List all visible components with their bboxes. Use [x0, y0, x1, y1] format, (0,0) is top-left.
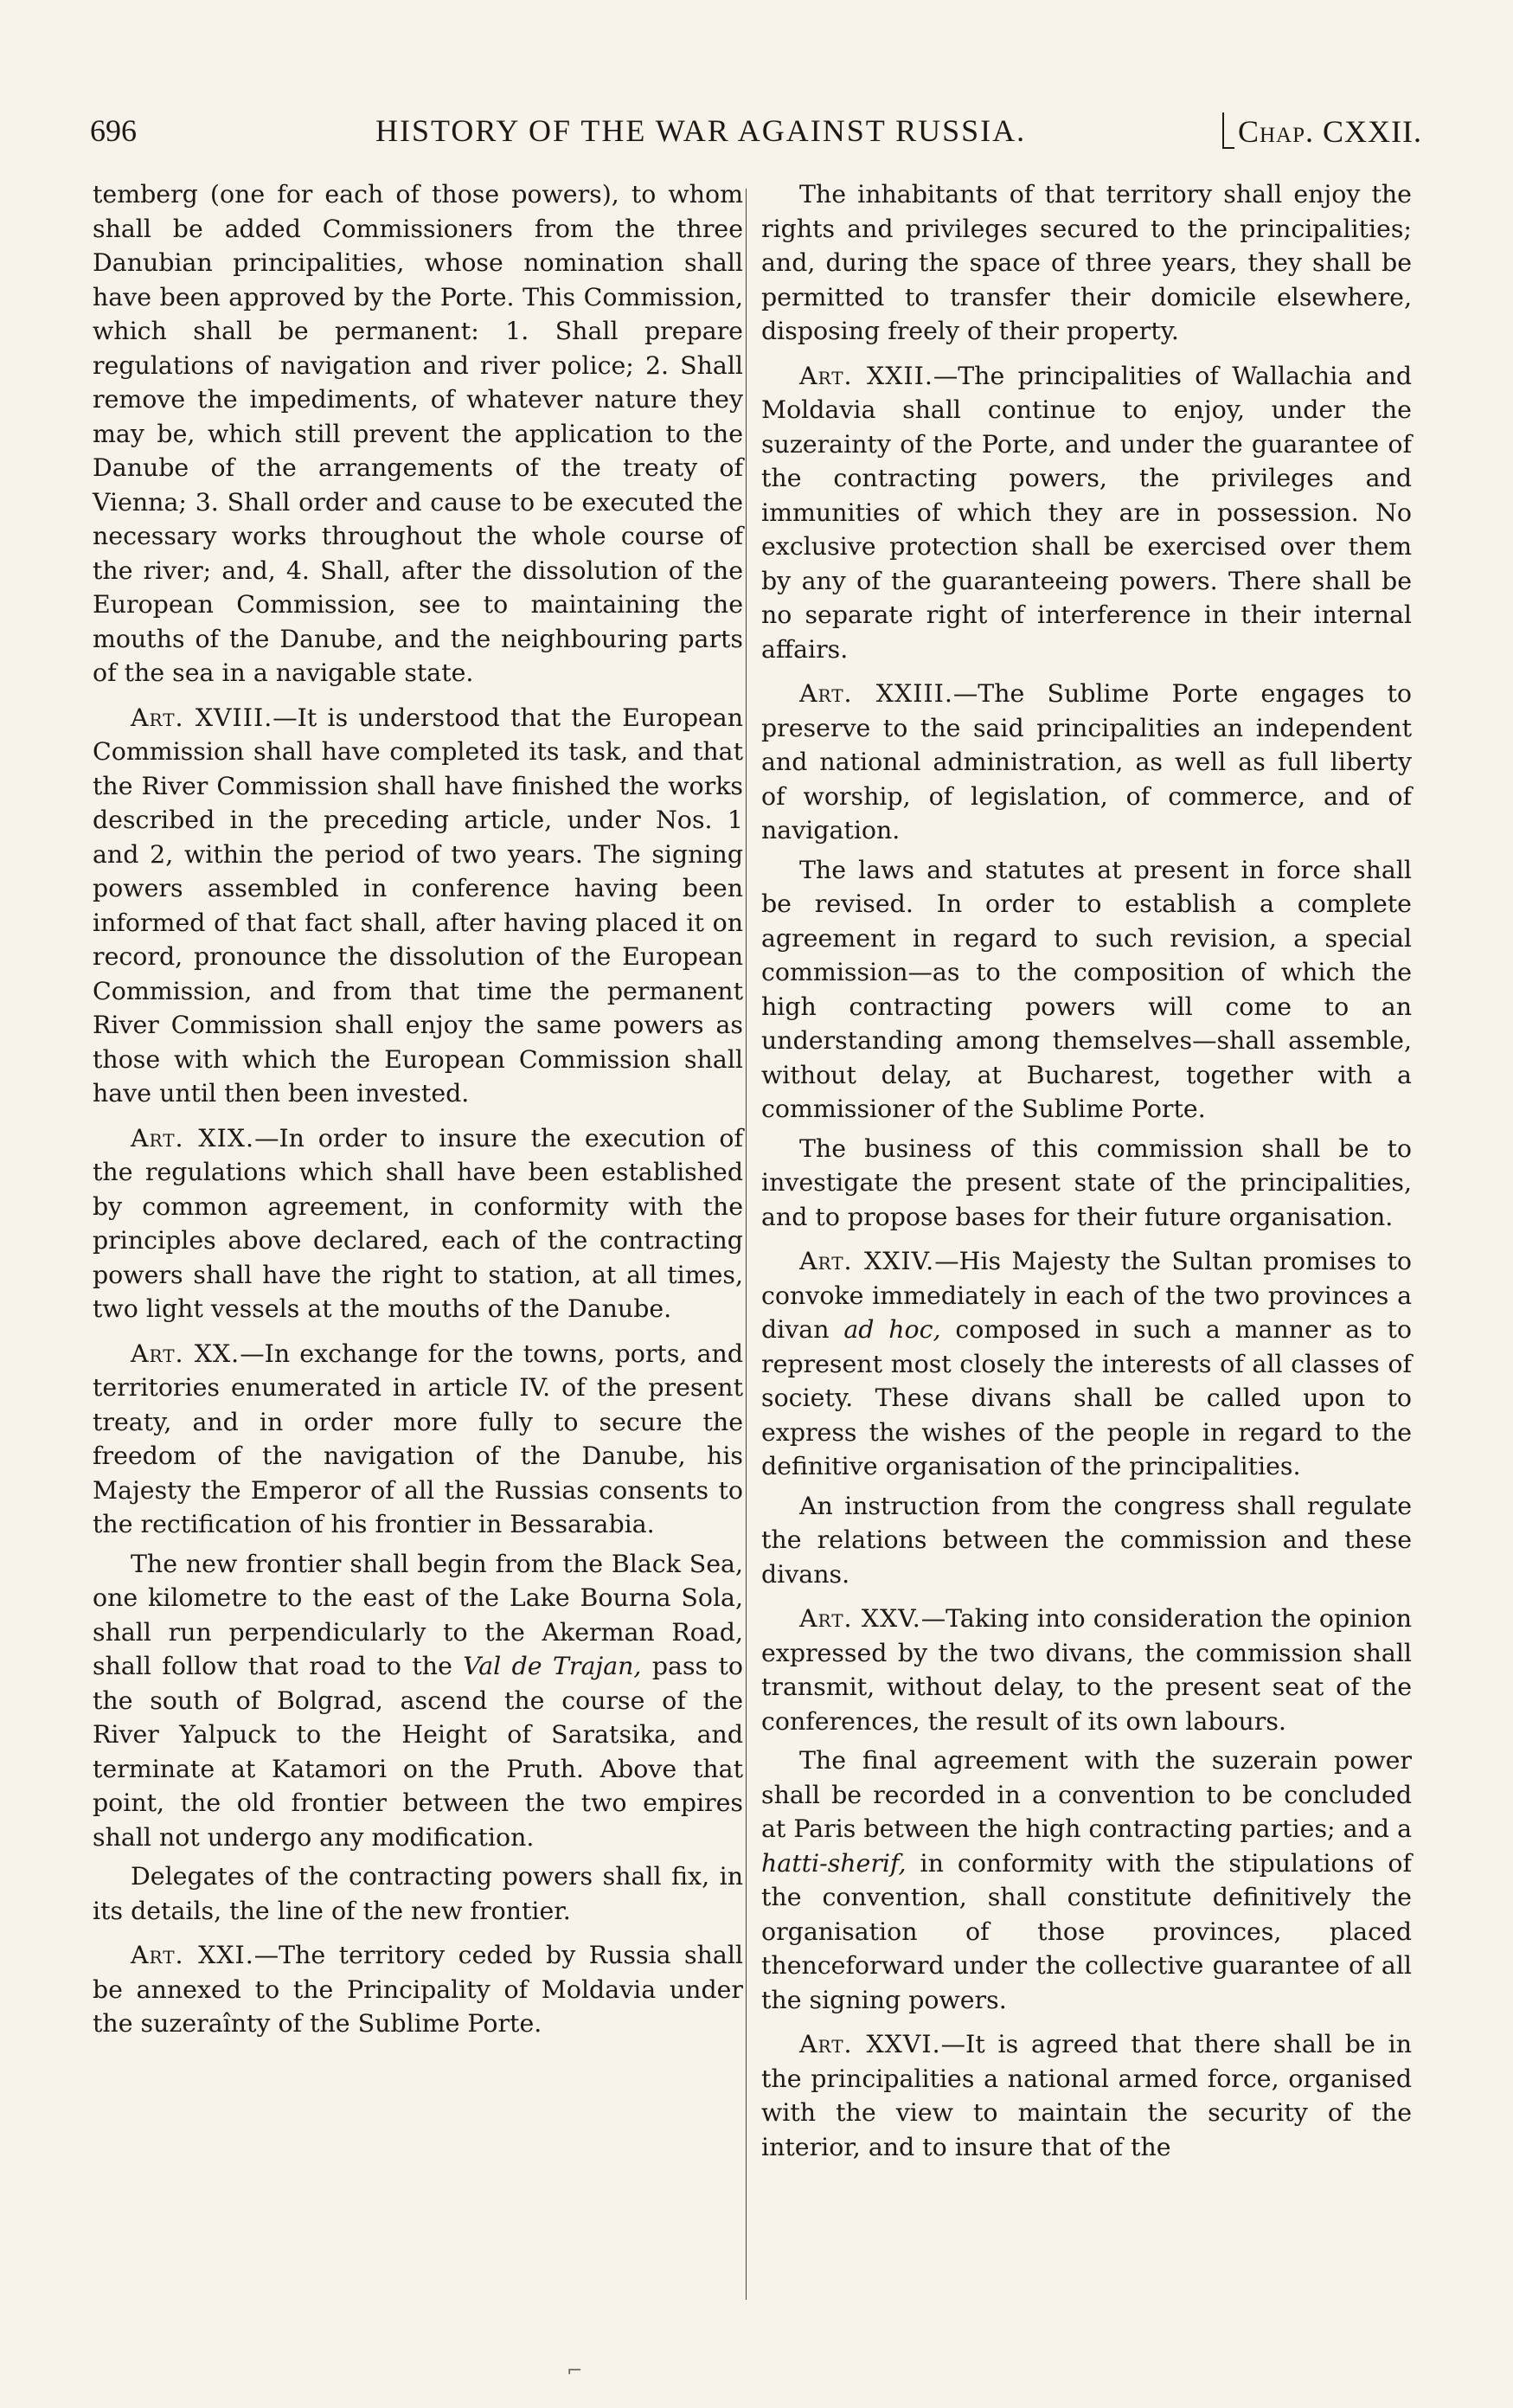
- stray-mark: ⌐: [567, 2360, 583, 2382]
- article-25: [761, 1602, 1412, 1738]
- article-text: —In order to insure the execution of the regulations which shall have been established by common agreement, in conformity with the principles above declared, each of the contracting powers shall have the right to station, at all times, two light vessels at the mouths of the Danube.: [93, 1123, 744, 1323]
- running-title: HISTORY OF THE WAR AGAINST RUSSIA.: [375, 113, 1027, 148]
- article-label: Art. XXII.: [799, 361, 933, 390]
- article-22: [761, 359, 1412, 667]
- article-label: Art. XXIII.: [799, 679, 953, 708]
- italic-phrase: ad hoc,: [843, 1315, 941, 1344]
- right-column: [761, 177, 1412, 2169]
- bracket-mark: [1222, 112, 1234, 149]
- article-text: —It is agreed that there shall be in the principalities a national armed force, organised with the view to maintain the security of the interior, and to insure that of the: [761, 2030, 1413, 2161]
- italic-phrase: hatti-sherif,: [761, 1848, 907, 1878]
- paragraph: temberg (one for each of those powers), to whom shall be added Commissioners from the three Danubian principalities, whose nomination shall have been approved by the Porte. This Commission, which shall be permanent: 1. Shall prepare regulations of navigation and river police; 2. Shall remove the impediments, of whatever nature they may be, which still prevent the application to the Danube of the arrangements of the treaty of Vienna; 3. Shall order and cause to be executed the necessary works throughout the whole course of the river; and, 4. Shall, after the dissolution of the European Commission, see to maintaining the mouths of the Danube, and the neighbouring parts of the sea in a navigable state.: [93, 180, 743, 687]
- paragraph: The final agreement with the suzerain power shall be recorded in a convention to be concluded at Paris between the high contracting parties; and a hatti-sherif, in conformity with the stipulations of the convention, shall constitute definitively the organisation of those provinces, placed thenceforward under the collective guarantee of all the signing powers.: [761, 1746, 1412, 2014]
- page-number: 696: [90, 113, 137, 148]
- article-20: [93, 1337, 743, 1542]
- article-text: —Taking into consideration the opinion expressed by the two divans, the commission shall transmit, without delay, to the present seat of the conferences, the result of its own labours.: [761, 1604, 1412, 1736]
- paragraph: An instruction from the congress shall regulate the relations between the commission and these divans.: [761, 1491, 1412, 1589]
- article-label: Art. XX.: [131, 1339, 240, 1368]
- article-text: —The territory ceded by Russia shall be annexed to the Principality of Moldavia under the suzeraînty of the Sublime Porte.: [93, 1941, 743, 2038]
- article-26: [761, 2027, 1412, 2164]
- article-18: [93, 701, 743, 1111]
- article-label: Art. XVIII.: [131, 703, 273, 732]
- article-text: —The Sublime Porte engages to preserve to the said principalities an independent and national administration, as well as full liberty of worship, of legislation, of commerce, and of navigation.: [761, 679, 1412, 844]
- paragraph: Delegates of the contracting powers shall fix, in its details, the line of the new frontier.: [93, 1862, 743, 1925]
- chapter-text: Chap. CXXII.: [1237, 114, 1422, 149]
- italic-phrase: Val de Trajan,: [463, 1652, 642, 1680]
- paragraph: The laws and statutes at present in force shall be revised. In order to establish a complete agreement in regard to such revision, a special commission—as to the composition of which the high contracting powers will come to an understanding among themselves—shall assemble, without delay, at Bucharest, together with a commissioner of the Sublime Porte.: [761, 855, 1412, 1123]
- article-label: Art. XXV.: [799, 1604, 921, 1633]
- paragraph: The new frontier shall begin from the Black Sea, one kilometre to the east of the Lake Bourna Sola, shall run perpendicularly to the Akerman Road, shall follow that road to the Val de Trajan, pass to the south of Bolgrad, ascend the course of the River Yalpuck to the Height of Saratsika, and terminate at Katamori on the Pruth. Above that point, the old frontier between the two empires shall not undergo any modification.: [93, 1549, 743, 1852]
- page-header: [90, 112, 1422, 157]
- article-label: Art. XXIV.: [799, 1247, 935, 1275]
- paragraph: The business of this commission shall be to investigate the present state of the principalities, and to propose bases for their future organisation.: [761, 1133, 1412, 1231]
- article-19: [93, 1121, 743, 1326]
- article-text: —The principalities of Wallachia and Moldavia shall continue to enjoy, under the suzerainty of the Porte, and under the guarantee of the contracting powers, the privileges and immunities of which they are in possession. No exclusive protection shall be exercised over them by any of the guaranteeing powers. There shall be no separate right of interference in their internal affairs.: [761, 361, 1412, 664]
- article-label: Art. XXI.: [131, 1941, 254, 1969]
- article-text: —It is understood that the European Commission shall have completed its task, and that the River Commission shall have finished the works described in the preceding article, under Nos. 1 and 2, within the period of two years. The signing powers assembled in conference having been informed of that fact shall, after having placed it on record, pronounce the dissolution of the European Commission, and from that time the permanent River Commission shall enjoy the same powers as those with which the European Commission shall have until then been invested.: [93, 703, 744, 1108]
- paragraph: The inhabitants of that territory shall enjoy the rights and privileges secured to the principalities; and, during the space of three years, they shall be permitted to transfer their domicile elsewhere, disposing freely of their property.: [761, 180, 1412, 345]
- article-21: [93, 1938, 743, 2041]
- column-divider: [746, 189, 747, 2300]
- article-label: Art. XXVI.: [799, 2030, 941, 2058]
- left-column: [93, 177, 743, 2046]
- article-24: Art. XXIV.—His Majesty the Sultan promises to convoke immediately in each of the two provinces a divan ad hoc, composed in such a manner as to represent most closely the interests of all classes of society. These divans shall be called upon to express the wishes of the people in regard to the definitive organisation of the principalities.: [761, 1247, 1412, 1480]
- chapter-label: [1222, 112, 1422, 150]
- article-23: [761, 677, 1412, 848]
- article-text: —In exchange for the towns, ports, and territories enumerated in article IV. of the present treaty, and in order more fully to secure the freedom of the navigation of the Danube, his Majesty the Emperor of all the Russias consents to the rectification of his frontier in Bessarabia.: [93, 1339, 743, 1538]
- article-label: Art. XIX.: [131, 1123, 255, 1153]
